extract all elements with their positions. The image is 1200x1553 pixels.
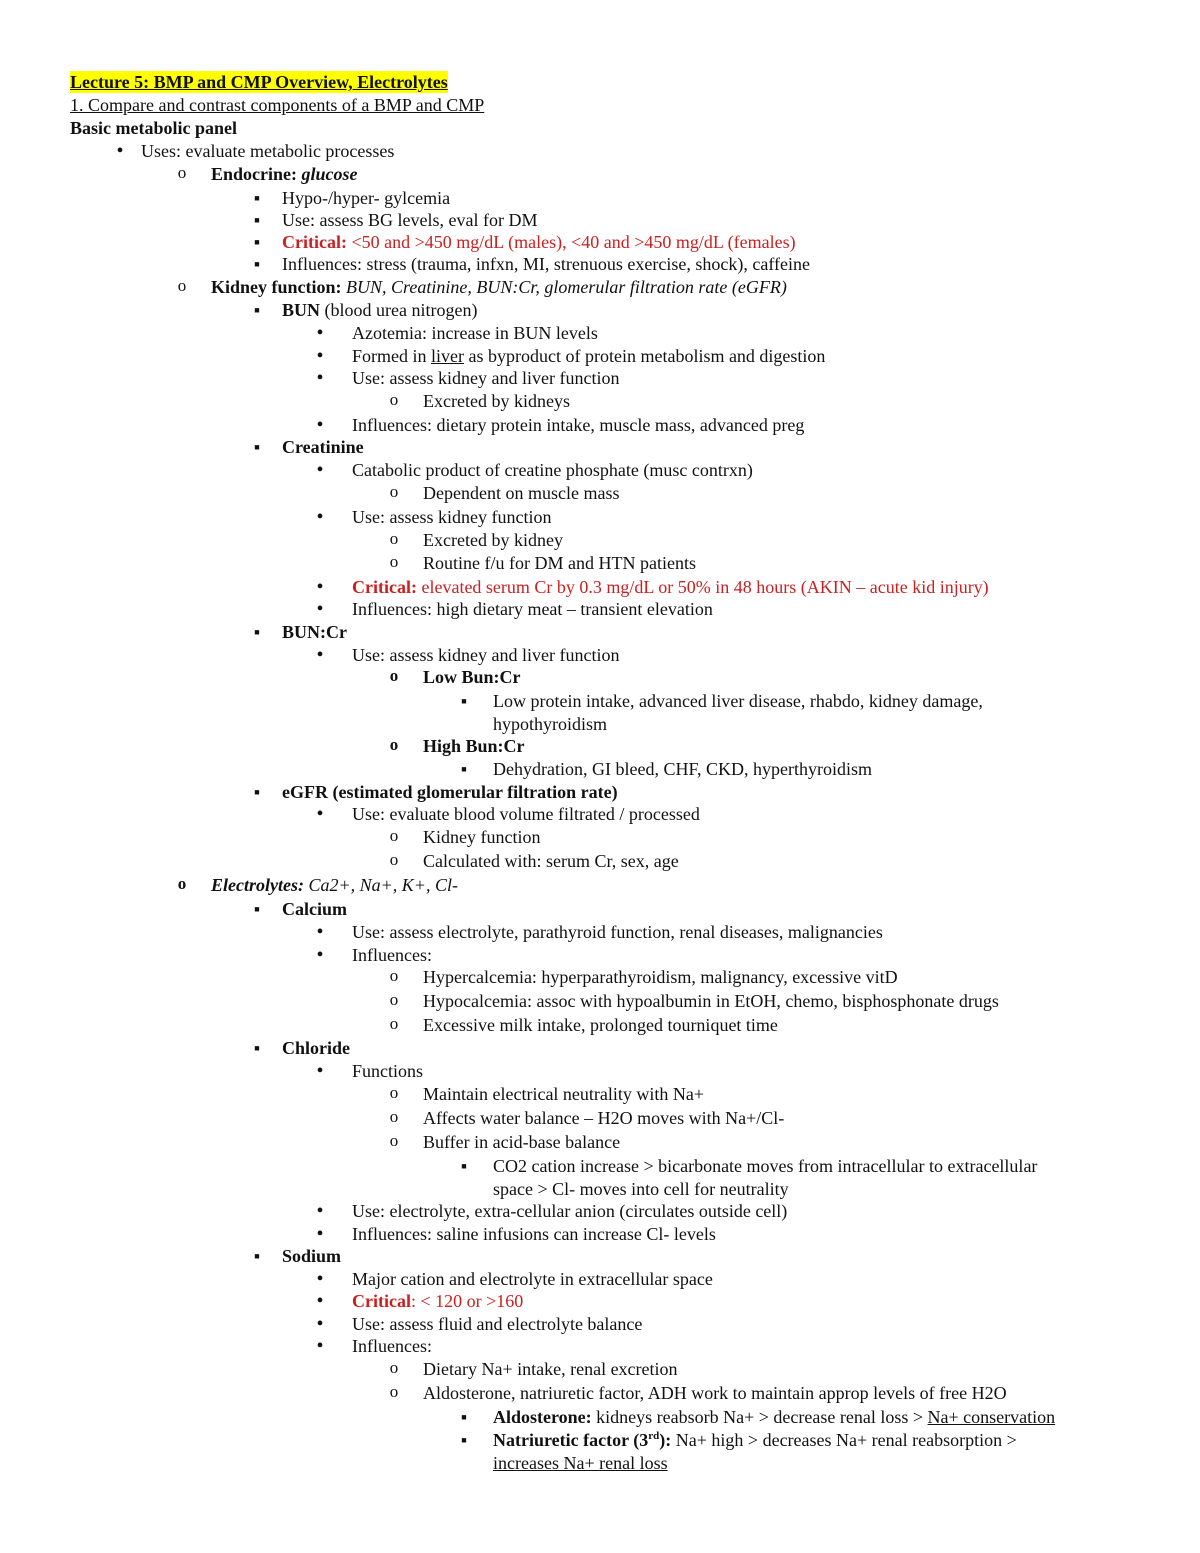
bullet-disc-icon: • <box>316 345 324 367</box>
objective-text: 1. Compare and contrast components of a BMP and CMP <box>70 95 485 115</box>
bullet-disc-icon: • <box>316 921 324 943</box>
bullet-disc-icon: • <box>316 414 324 436</box>
chloride-function-item: Buffer in acid-base balance <box>423 1132 621 1152</box>
chloride-label: Chloride <box>282 1038 351 1058</box>
endocrine-subject: glucose <box>301 164 358 184</box>
critical-text: elevated serum Cr by 0.3 mg/dL or 50% in 48 hours (AKIN – acute kid injury) <box>416 577 989 597</box>
sodium-label: Sodium <box>282 1246 342 1266</box>
endocrine-label: Endocrine: <box>211 164 298 184</box>
bullet-square-icon: ■ <box>254 215 260 225</box>
bullet-circle-icon: o <box>389 1382 399 1401</box>
creatinine-routine: Routine f/u for DM and HTN patients <box>423 553 696 573</box>
bullet-square-icon: ■ <box>254 904 260 914</box>
bullet-circle-icon: o <box>389 1014 399 1033</box>
natriuretic-underlined: increases Na+ renal loss <box>493 1453 668 1473</box>
bullet-square-icon: ■ <box>254 193 260 203</box>
bullet-disc-icon: • <box>316 1313 324 1335</box>
bullet-disc-icon: • <box>316 367 324 389</box>
bullet-circle-icon: o <box>389 966 399 985</box>
uses-text: evaluate metabolic processes <box>181 141 395 161</box>
endocrine-influences: Influences: stress (trauma, infxn, MI, strenuous exercise, shock), caffeine <box>282 254 810 274</box>
bullet-circle-icon: o <box>389 666 399 685</box>
bullet-disc-icon: • <box>316 803 324 825</box>
high-bun-cr-text: Dehydration, GI bleed, CHF, CKD, hyperthyroidism <box>493 759 873 779</box>
egfr-kidney: Kidney function <box>423 827 541 847</box>
kidney-subject: BUN, Creatinine, BUN:Cr, glomerular filtration rate (eGFR) <box>341 277 787 297</box>
bullet-square-icon: ■ <box>254 259 260 269</box>
bullet-square-icon: ■ <box>254 442 260 452</box>
high-bun-cr-label: High Bun:Cr <box>423 736 525 756</box>
section-heading: Basic metabolic panel <box>70 118 237 138</box>
bullet-disc-icon: • <box>316 944 324 966</box>
bullet-circle-icon: o <box>389 826 399 845</box>
aldosterone-underlined: Na+ conservation <box>927 1407 1056 1427</box>
creatinine-label: Creatinine <box>282 437 364 457</box>
bun-cr-label: BUN:Cr <box>282 622 347 642</box>
bullet-circle-icon: o <box>389 1358 399 1377</box>
bun-excreted: Excreted by kidneys <box>423 391 570 411</box>
bullet-square-icon: ■ <box>254 627 260 637</box>
low-bun-cr-text-cont: hypothyroidism <box>493 714 608 734</box>
bullet-circle-icon: o <box>389 990 399 1009</box>
bullet-circle-icon: o <box>389 482 399 501</box>
lecture-title: Lecture 5: BMP and CMP Overview, Electrolytes <box>70 72 448 92</box>
bullet-disc-icon: • <box>316 1060 324 1082</box>
endocrine-item: Use: assess BG levels, eval for DM <box>282 210 538 230</box>
bullet-disc-icon: • <box>316 1290 324 1312</box>
calcium-influences: Influences: <box>352 945 432 965</box>
bullet-square-icon: ■ <box>461 696 467 706</box>
bullet-disc-icon: • <box>316 1268 324 1290</box>
calcium-hyper: Hypercalcemia: hyperparathyroidism, malignancy, excessive vitD <box>423 967 898 987</box>
natriuretic-label: Natriuretic factor (3rd): <box>493 1430 672 1450</box>
chloride-influences: Influences: saline infusions can increase Cl- levels <box>352 1224 716 1244</box>
bun-use: Use: assess kidney and liver function <box>352 368 620 388</box>
chloride-function-item: Affects water balance – H2O moves with Na+/Cl- <box>423 1108 785 1128</box>
sodium-aldo-intro: Aldosterone, natriuretic factor, ADH work to maintain approp levels of free H2O <box>423 1383 1007 1403</box>
calcium-hypo: Hypocalcemia: assoc with hypoalbumin in EtOH, chemo, bisphosphonate drugs <box>423 991 999 1011</box>
bullet-disc-icon: • <box>316 506 324 528</box>
liver-underlined: liver <box>431 346 464 366</box>
sodium-influences: Influences: <box>352 1336 432 1356</box>
bullet-circle-icon: o <box>389 1131 399 1150</box>
kidney-label: Kidney function: <box>211 277 342 297</box>
chloride-use: Use: electrolyte, extra-cellular anion (circulates outside cell) <box>352 1201 788 1221</box>
sodium-major: Major cation and electrolyte in extracellular space <box>352 1269 713 1289</box>
calcium-milk: Excessive milk intake, prolonged tourniquet time <box>423 1015 778 1035</box>
bullet-disc-icon: • <box>316 1223 324 1245</box>
calcium-use: Use: assess electrolyte, parathyroid function, renal diseases, malignancies <box>352 922 883 942</box>
natriuretic-text: Na+ high > decreases Na+ renal reabsorption > <box>671 1430 1017 1450</box>
chloride-functions: Functions <box>352 1061 424 1081</box>
document-page: Lecture 5: BMP and CMP Overview, Electrolytes 1. Compare and contrast components of a BMP and CMP Basic metabolic panel • Uses: evaluate metabolic processes o Endocrine: glucose ■ Hypo-/hyper- gylcemia ■ Use: assess BG levels, eval for DM ■ Critical: <50 and >450 mg/dL (males), <40 and >450 mg/dL (females) ■ Influences: stress (trauma, infxn, MI, strenuous exercise, shock), caffeine o Kidney function: BUN, Creatinine, BUN:Cr, glomerular filtration rate (eGFR) ■ BUN (blood urea nitrogen) • Azotemia: increase in BUN levels • Formed in liver as byproduct of protein metabolism and digestion • Use: assess kidney and liver function o Excreted by kidneys • Influences: dietary protein intake, muscle mass, advanced preg ■ Creatinine • Catabolic product of creatine phosphate (musc contrxn) o Dependent on muscle mass • Use: assess kidney function o Excreted by kidney o Routine f/u for DM and HTN patients • Critical: elevated serum Cr by 0.3 mg/dL or 50% in 48 hours (AKIN – acute kid injury) • Influences: high dietary meat – transient elevation ■ BUN:Cr • Use: assess kidney and liver function o Low Bun:Cr ■ Low protein intake, advanced liver disease, rhabdo, kidney damage, hypothyroidism o High Bun:Cr ■ Dehydration, GI bleed, CHF, CKD, hyperthyroidism ■ eGFR (estimated glomerular filtration rate) • Use: evaluate blood volume filtrated / processed o Kidney function o Calculated with: serum Cr, sex, age o Electrolytes: Ca2+, Na+, K+, Cl- ■ Calcium • Use: assess electrolyte, parathyroid function, renal diseases, malignancies • Influences: o Hypercalcemia: hyperparathyroidism, malignancy, excessive vitD o Hypocalcemia: assoc with hypoalbumin in EtOH, chemo, bisphosphonate drugs o Excessive milk intake, prolonged tourniquet time ■ Chloride • Functions o Maintain electrical neutrality with Na+ o Affects water balance – H2O moves with Na+/Cl- o Buffer in acid-base balance ■ CO2 cation increase > bicarbonate moves from intracellular to extracellular space > Cl- moves into cell for neutrality • Use: electrolyte, extra-cellular anion (circulates outside cell) • Influences: saline infusions can increase Cl- levels ■ Sodium • Major cation and electrolyte in extracellular space • Critical: < 120 or >160 • Use: assess fluid and electrolyte balance • Influences: o Dietary Na+ intake, renal excretion o Aldosterone, natriuretic factor, ADH work to maintain approp levels of free H2O ■ Aldosterone: kidneys reabsorb Na+ > decrease renal loss > Na+ conservation ■ Natriuretic factor (3rd): Na+ high > decreases Na+ renal reabsorption > increases Na+ renal loss <box>70 72 1056 1473</box>
bullet-square-icon: ■ <box>461 1435 467 1445</box>
bullet-disc-icon: • <box>316 322 324 344</box>
aldosterone-label: Aldosterone: <box>493 1407 592 1427</box>
bullet-circle-icon: o <box>177 874 187 893</box>
low-bun-cr-label: Low Bun:Cr <box>423 667 521 687</box>
bullet-disc-icon: • <box>316 1200 324 1222</box>
bun-azotemia: Azotemia: increase in BUN levels <box>352 323 598 343</box>
electrolytes-subject: Ca2+, Na+, K+, Cl- <box>303 875 458 895</box>
bullet-disc-icon: • <box>316 576 324 598</box>
egfr-calc: Calculated with: serum Cr, sex, age <box>423 851 679 871</box>
egfr-use: Use: evaluate blood volume filtrated / processed <box>352 804 700 824</box>
bullet-circle-icon: o <box>389 850 399 869</box>
creatinine-use: Use: assess kidney function <box>352 507 552 527</box>
bullet-circle-icon: o <box>177 276 187 295</box>
uses-label: Uses: <box>141 141 181 161</box>
bun-desc: (blood urea nitrogen) <box>320 300 478 320</box>
bullet-square-icon: ■ <box>461 1412 467 1422</box>
bullet-circle-icon: o <box>389 529 399 548</box>
sodium-use: Use: assess fluid and electrolyte balance <box>352 1314 643 1334</box>
bullet-disc-icon: • <box>316 598 324 620</box>
bullet-circle-icon: o <box>389 735 399 754</box>
critical-text: <50 and >450 mg/dL (males), <40 and >450 mg/dL (females) <box>346 232 796 252</box>
bullet-disc-icon: • <box>316 1335 324 1357</box>
bullet-circle-icon: o <box>389 1083 399 1102</box>
bullet-circle-icon: o <box>389 1107 399 1126</box>
endocrine-item: Hypo-/hyper- gylcemia <box>282 188 451 208</box>
bullet-square-icon: ■ <box>254 1251 260 1261</box>
bullet-disc-icon: • <box>116 140 124 162</box>
bun-influences: Influences: dietary protein intake, muscle mass, advanced preg <box>352 415 805 435</box>
critical-label: Critical <box>352 1291 411 1311</box>
bullet-square-icon: ■ <box>254 1043 260 1053</box>
chloride-function-item: Maintain electrical neutrality with Na+ <box>423 1084 705 1104</box>
low-bun-cr-text: Low protein intake, advanced liver disease, rhabdo, kidney damage, <box>493 691 983 711</box>
critical-label: Critical: <box>282 232 347 252</box>
bullet-square-icon: ■ <box>254 305 260 315</box>
creatinine-dependent: Dependent on muscle mass <box>423 483 620 503</box>
chloride-buffer-detail: CO2 cation increase > bicarbonate moves from intracellular to extracellular <box>493 1156 1038 1176</box>
calcium-label: Calcium <box>282 899 347 919</box>
bullet-circle-icon: o <box>177 163 187 182</box>
bullet-circle-icon: o <box>389 390 399 409</box>
bullet-square-icon: ■ <box>254 787 260 797</box>
critical-text: : < 120 or >160 <box>410 1291 524 1311</box>
electrolytes-label: Electrolytes: <box>211 875 304 895</box>
aldosterone-text: kidneys reabsorb Na+ > decrease renal loss > <box>591 1407 928 1427</box>
creatinine-influences: Influences: high dietary meat – transient elevation <box>352 599 713 619</box>
egfr-label: eGFR (estimated glomerular filtration rate) <box>282 782 618 802</box>
creatinine-excreted: Excreted by kidney <box>423 530 563 550</box>
sodium-dietary: Dietary Na+ intake, renal excretion <box>423 1359 678 1379</box>
bun-cr-use: Use: assess kidney and liver function <box>352 645 620 665</box>
bullet-square-icon: ■ <box>254 237 260 247</box>
chloride-buffer-detail-cont: space > Cl- moves into cell for neutrality <box>493 1179 789 1199</box>
bullet-disc-icon: • <box>316 459 324 481</box>
bullet-disc-icon: • <box>316 644 324 666</box>
bun-label: BUN <box>282 300 321 320</box>
bullet-circle-icon: o <box>389 552 399 571</box>
bullet-square-icon: ■ <box>461 764 467 774</box>
bullet-square-icon: ■ <box>461 1161 467 1171</box>
creatinine-catabolic: Catabolic product of creatine phosphate (musc contrxn) <box>352 460 753 480</box>
critical-label: Critical: <box>352 577 417 597</box>
